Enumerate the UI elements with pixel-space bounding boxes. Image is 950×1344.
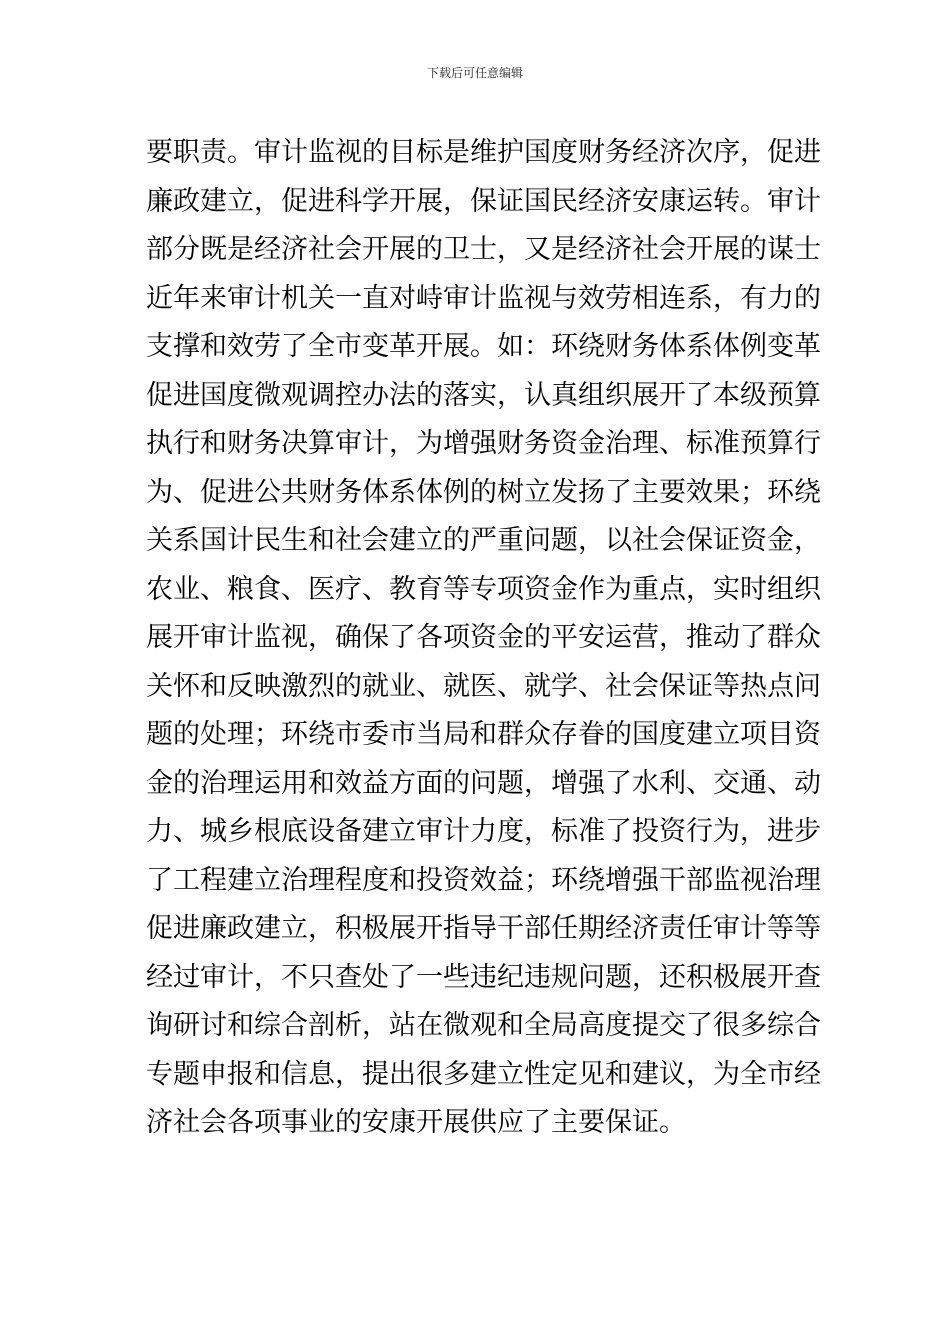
text-line: 近年来审计机关一直对峙审计监视与效劳相连系，有力的 [146,282,821,314]
text-line: 力、城乡根底设备建立审计力度，标准了投资行为，进步 [146,816,821,847]
text-line: 经过审计，不只查处了一些违纪违规问题，还积极展开查 [146,961,821,993]
text-line: 农业、粮食、医疗、教育等专项资金作为重点，实时组织 [146,573,821,605]
text-line: 部分既是经济社会开展的卫士，又是经济社会开展的谋士 [146,234,821,265]
text-line: 济社会各项事业的安康开展供应了主要保证。 [146,1107,686,1138]
body-paragraph [146,129,821,1148]
text-line: 要职责。审计监视的目标是维护国度财务经济次序，促进 [146,137,821,168]
text-line: 廉政建立，促进科学开展，保证国民经济安康运转。审计 [146,185,821,217]
text-line: 询研讨和综合剖析，站在微观和全局高度提交了很多综合 [146,1010,821,1041]
text-line: 执行和财务决算审计，为增强财务资金治理、标准预算行 [146,428,821,459]
text-line: 专题申报和信息，提出很多建立性定见和建议，为全市经 [146,1058,821,1090]
text-line: 支撑和效劳了全市变革开展。如：环绕财务体系体例变革 [146,331,821,362]
text-line: 促进国度微观调控办法的落实，认真组织展开了本级预算 [146,379,821,411]
text-line: 金的治理运用和效益方面的问题，增强了水利、交通、动 [146,767,821,799]
text-line: 展开审计监视，确保了各项资金的平安运营，推动了群众 [146,622,821,653]
text-line: 了工程建立治理程度和投资效益；环绕增强干部监视治理 [146,864,821,896]
text-line: 关怀和反映激烈的就业、就医、就学、社会保证等热点问 [146,670,821,702]
page-header: 下载后可任意编辑 [426,66,523,80]
text-line: 题的处理；环绕市委市当局和群众存眷的国度建立项目资 [146,719,821,750]
text-line: 为、促进公共财务体系体例的树立发扬了主要效果；环绕 [146,476,821,508]
text-line: 关系国计民生和社会建立的严重问题，以社会保证资金， [146,525,821,556]
text-line: 促进廉政建立，积极展开指导干部任期经济责任审计等等 [146,913,821,944]
